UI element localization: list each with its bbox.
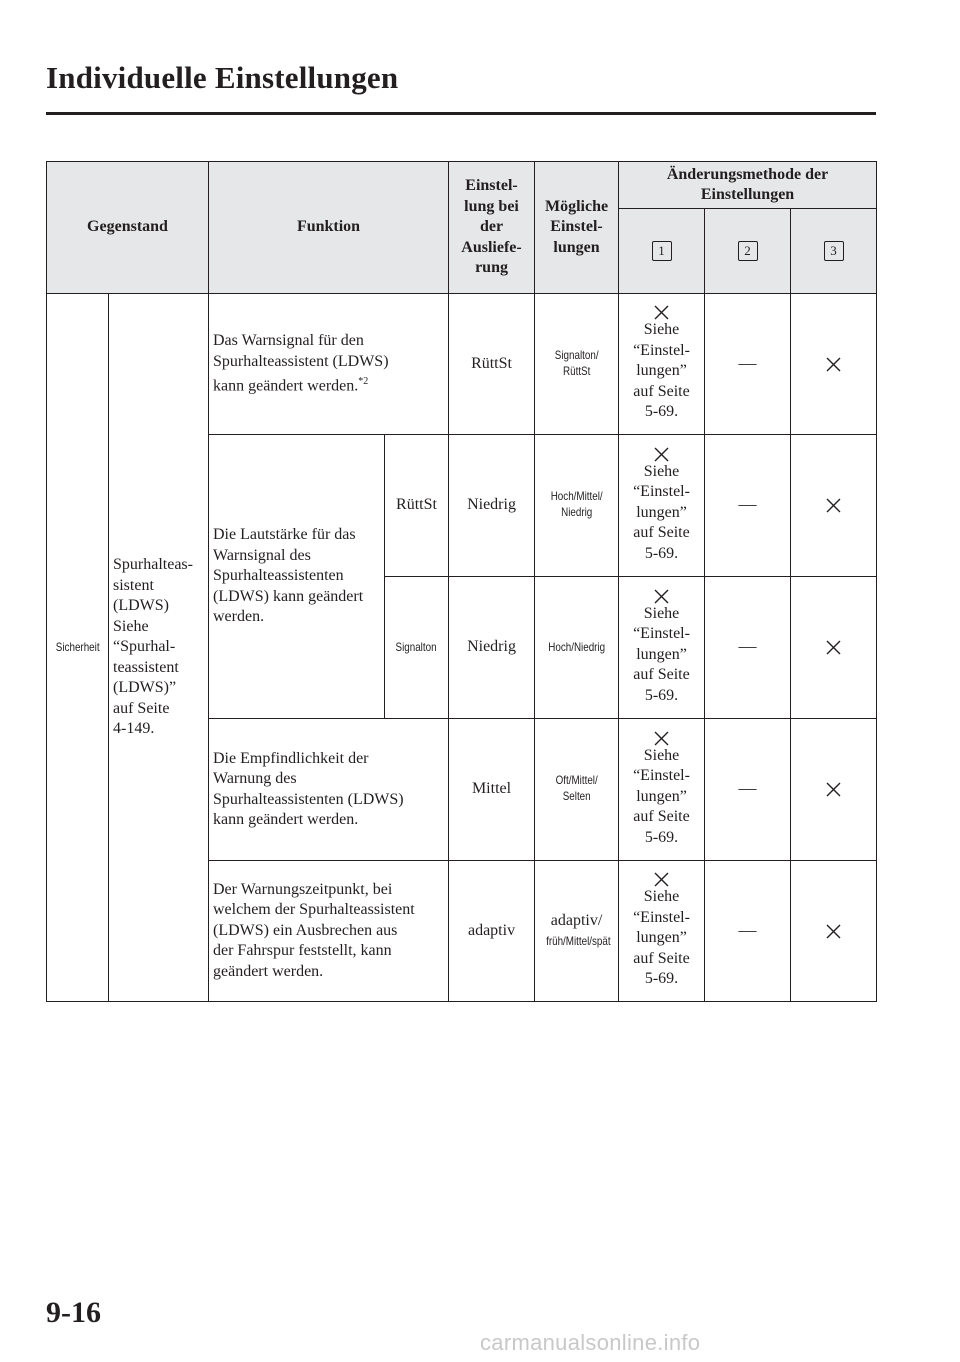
header-factory-setting: Einstel- lung bei der Ausliefe- rung [449,162,535,294]
see-settings-ref: Siehe “Einstel- lungen” auf Seite 5-69. [633,462,690,562]
function-cell: Die Lautstärke für das Warnsignal des Spurhalteassistenten (LDWS) kann geändert werden. [209,435,385,719]
cross-icon [654,589,669,604]
default-cell: Niedrig [449,577,535,719]
method-1-cell [619,719,705,861]
sub-mode-cell: Signalton [385,577,449,719]
default-cell: Mittel [449,719,535,861]
options-cell: adaptiv/ früh/Mittel/spät [535,861,619,1002]
method-2-cell [705,435,791,577]
options-cell: Signalton/ RüttSt [535,294,619,435]
settings-table [46,161,877,1002]
header-item: Gegenstand [47,162,209,294]
method-1-cell [619,577,705,719]
method-2-cell [705,294,791,435]
default-cell: RüttSt [449,294,535,435]
dash-mark: — [738,919,757,940]
see-settings-ref: Siehe “Einstel- lungen” auf Seite 5-69. [633,604,690,704]
method-3-header [791,209,877,294]
method-1-cell [619,435,705,577]
method-3-icon: 3 [824,241,844,261]
function-cell: Der Warnungszeitpunkt, bei welchem der Spurhalteassistent (LDWS) ein Ausbrechen aus der Fahrspur feststellt, kann geändert werden. [209,861,449,1002]
category-cell: Sicherheit [47,294,109,1002]
method-1-cell [619,861,705,1002]
see-settings-ref: Siehe “Einstel- lungen” auf Seite 5-69. [633,746,690,846]
method-2-header [705,209,791,294]
header-possible-settings: Mögliche Einstel- lungen [535,162,619,294]
options-cell: Oft/Mittel/ Selten [535,719,619,861]
method-1-header [619,209,705,294]
cross-icon [654,305,669,320]
method-2-cell [705,577,791,719]
method-1-cell [619,294,705,435]
watermark: carmanualsonline.info [480,1330,701,1355]
dash-mark: — [738,494,757,515]
method-3-cell [791,294,877,435]
dash-mark: — [738,352,757,373]
cross-icon [826,357,841,372]
method-2-icon: 2 [738,241,758,261]
default-cell: Niedrig [449,435,535,577]
cross-icon [654,731,669,746]
page-number: 9-16 [46,1296,101,1329]
method-3-cell [791,577,877,719]
method-3-cell [791,719,877,861]
page-title: Individuelle Einstellungen [46,60,399,95]
options-cell: Hoch/Niedrig [535,577,619,719]
options-main: adaptiv/ [550,911,603,929]
sub-mode-cell: RüttSt [385,435,449,577]
cross-icon [826,782,841,797]
method-1-icon: 1 [652,241,672,261]
header-change-method: Änderungsmethode der Einstellungen [619,162,877,209]
cross-icon [826,640,841,655]
cross-icon [826,498,841,513]
function-cell: Das Warnsignal für den Spurhalteassistent (LDWS) kann geändert werden.$^{*2}$ [209,294,449,435]
default-cell: adaptiv [449,861,535,1002]
method-3-cell [791,435,877,577]
header-function: Funktion [209,162,449,294]
cross-icon [654,447,669,462]
options-cell: Hoch/Mittel/ Niedrig [535,435,619,577]
dash-mark: — [738,636,757,657]
footnote-ref: *2 [358,376,369,388]
cross-icon [826,924,841,939]
title-rule [46,112,876,115]
table-row [47,294,877,435]
see-settings-ref: Siehe “Einstel- lungen” auf Seite 5-69. [633,321,690,421]
method-2-cell [705,719,791,861]
subject-cell: Spurhalteas- sistent (LDWS) Siehe “Spurhal- teassistent (LDWS)” auf Seite 4-149. [109,294,209,1002]
cross-icon [654,872,669,887]
see-settings-ref: Siehe “Einstel- lungen” auf Seite 5-69. [633,888,690,988]
method-3-cell [791,861,877,1002]
method-2-cell [705,861,791,1002]
dash-mark: — [738,778,757,799]
function-cell: Die Empfindlichkeit der Warnung des Spurhalteassistenten (LDWS) kann geändert werden. [209,719,449,861]
